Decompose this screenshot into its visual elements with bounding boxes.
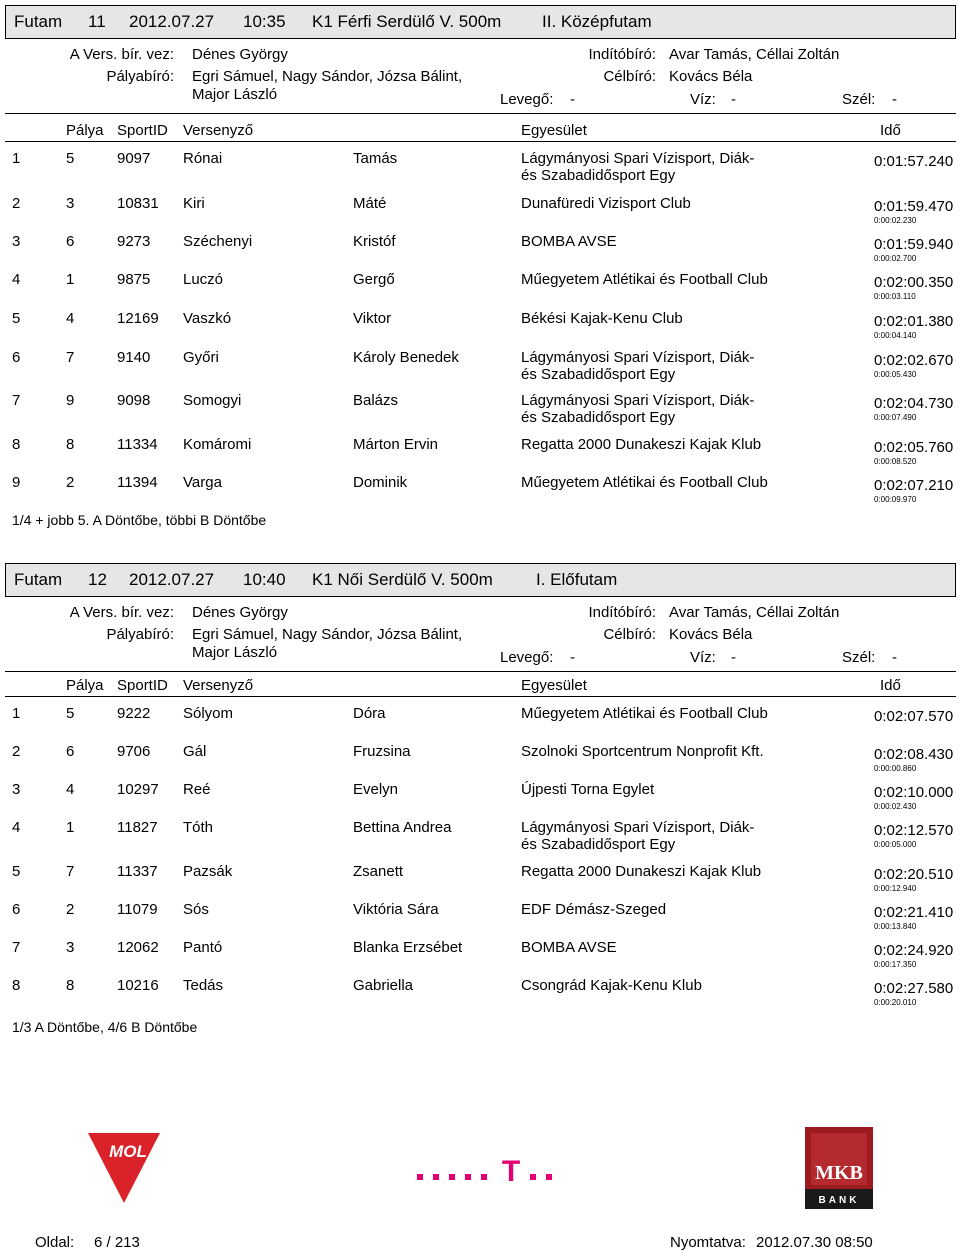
time-diff-cell: 0:00:03.110 bbox=[874, 292, 916, 301]
table-row bbox=[0, 150, 960, 186]
place-cell: 1 bbox=[12, 705, 21, 722]
club-cell: Regatta 2000 Dunakeszi Kajak Klub bbox=[521, 436, 762, 453]
time-diff-cell: 0:00:04.140 bbox=[874, 331, 917, 340]
place-cell: 2 bbox=[12, 195, 21, 212]
club-cell-cont: és Szabadidősport Egy bbox=[521, 366, 676, 383]
firstname-cell: Balázs bbox=[353, 392, 399, 409]
club-cell: Lágymányosi Spari Vízisport, Diák- bbox=[521, 819, 755, 836]
race-phase: I. Előfutam bbox=[536, 570, 618, 589]
viz-label: Víz: bbox=[690, 649, 716, 666]
printed-label: Nyomtatva: bbox=[670, 1234, 746, 1251]
table-row bbox=[0, 436, 960, 472]
lane-cell: 7 bbox=[66, 349, 75, 366]
firstname-cell: Gergő bbox=[353, 271, 395, 288]
sportid-cell: 9222 bbox=[117, 705, 151, 722]
time-cell: 0:02:24.920 bbox=[874, 942, 954, 959]
col-palya: Pálya bbox=[66, 677, 104, 694]
celbiro-value: Kovács Béla bbox=[669, 626, 753, 643]
firstname-cell: Evelyn bbox=[353, 781, 399, 798]
lastname-cell: Reé bbox=[183, 781, 211, 798]
palyabiro-label: Pályabíró: bbox=[106, 626, 174, 643]
time-diff-cell: 0:00:02.430 bbox=[874, 802, 917, 811]
club-cell-cont: és Szabadidősport Egy bbox=[521, 167, 676, 184]
lastname-cell: Pantó bbox=[183, 939, 223, 956]
time-cell: 0:02:04.730 bbox=[874, 395, 954, 412]
futam-label: Futam bbox=[14, 12, 63, 31]
race-date: 2012.07.27 bbox=[129, 570, 215, 589]
race-date: 2012.07.27 bbox=[129, 12, 215, 31]
club-cell: Békési Kajak-Kenu Club bbox=[521, 310, 683, 327]
col-sportid: SportID bbox=[117, 122, 168, 139]
palyabiro-value: Egri Sámuel, Nagy Sándor, Józsa Bálint, bbox=[192, 68, 463, 85]
club-cell: Lágymányosi Spari Vízisport, Diák- bbox=[521, 349, 755, 366]
mkb-bank-logo bbox=[805, 1127, 873, 1209]
time-diff-cell: 0:00:17.350 bbox=[874, 960, 917, 969]
club-cell-cont: és Szabadidősport Egy bbox=[521, 836, 676, 853]
inditobiro-value: Avar Tamás, Céllai Zoltán bbox=[669, 604, 840, 621]
place-cell: 6 bbox=[12, 349, 21, 366]
col-ido: Idő bbox=[880, 122, 901, 139]
mol-logo-graphic bbox=[88, 1133, 160, 1203]
time-cell: 0:02:21.410 bbox=[874, 904, 954, 921]
time-cell: 0:02:02.670 bbox=[874, 352, 954, 369]
club-cell: Műegyetem Atlétikai és Football Club bbox=[521, 474, 768, 491]
time-cell: 0:01:59.470 bbox=[874, 198, 954, 215]
club-cell: Regatta 2000 Dunakeszi Kajak Klub bbox=[521, 863, 762, 880]
table-row bbox=[0, 819, 960, 855]
firstname-cell: Kristóf bbox=[353, 233, 396, 250]
lastname-cell: Győri bbox=[183, 349, 219, 366]
lastname-cell: Luczó bbox=[183, 271, 224, 288]
firstname-cell: Márton Ervin bbox=[353, 436, 439, 453]
lastname-cell: Somogyi bbox=[183, 392, 242, 409]
lastname-cell: Széchenyi bbox=[183, 233, 253, 250]
lastname-cell: Tedás bbox=[183, 977, 224, 994]
lane-cell: 2 bbox=[66, 474, 75, 491]
time-diff-cell: 0:00:02.700 bbox=[874, 254, 917, 263]
club-cell: BOMBA AVSE bbox=[521, 939, 617, 956]
col-versenyzo: Versenyző bbox=[183, 677, 254, 694]
race-time: 10:40 bbox=[243, 570, 286, 589]
lastname-cell: Vaszkó bbox=[183, 310, 232, 327]
lane-cell: 2 bbox=[66, 901, 75, 918]
lastname-cell: Komáromi bbox=[183, 436, 252, 453]
col-ido: Idő bbox=[880, 677, 901, 694]
place-cell: 5 bbox=[12, 863, 21, 880]
time-cell: 0:02:05.760 bbox=[874, 439, 954, 456]
lane-cell: 4 bbox=[66, 310, 75, 327]
table-row bbox=[0, 474, 960, 510]
table-row bbox=[0, 939, 960, 975]
race-event: K1 Női Serdülő V. 500m bbox=[312, 570, 493, 589]
telekom-logo bbox=[415, 1153, 560, 1189]
time-cell: 0:02:27.580 bbox=[874, 980, 954, 997]
lane-cell: 1 bbox=[66, 271, 75, 288]
palyabiro-value-cont: Major László bbox=[192, 644, 278, 661]
lastname-cell: Pazsák bbox=[183, 863, 233, 880]
lastname-cell: Sós bbox=[183, 901, 209, 918]
sportid-cell: 10831 bbox=[117, 195, 159, 212]
club-cell: Újpesti Torna Egylet bbox=[521, 781, 655, 798]
mkb-logo-text: MKB bbox=[815, 1162, 863, 1184]
time-cell: 0:02:12.570 bbox=[874, 822, 954, 839]
table-row bbox=[0, 705, 960, 741]
sportid-cell: 10297 bbox=[117, 781, 159, 798]
table-row bbox=[0, 977, 960, 1013]
firstname-cell: Viktor bbox=[353, 310, 392, 327]
lastname-cell: Rónai bbox=[183, 150, 223, 167]
lane-cell: 6 bbox=[66, 743, 75, 760]
viz-value: - bbox=[731, 649, 736, 666]
col-palya: Pálya bbox=[66, 122, 104, 139]
time-cell: 0:02:07.210 bbox=[874, 477, 954, 494]
sportid-cell: 11334 bbox=[117, 436, 158, 453]
telekom-logo-graphic bbox=[415, 1153, 560, 1189]
sportid-cell: 11394 bbox=[117, 474, 158, 491]
lane-cell: 5 bbox=[66, 150, 75, 167]
viz-label: Víz: bbox=[690, 91, 716, 108]
vers-biro-value: Dénes György bbox=[192, 46, 288, 63]
race-time: 10:35 bbox=[243, 12, 286, 31]
mkb-logo-subtext: BANK bbox=[818, 1195, 860, 1206]
col-sportid: SportID bbox=[117, 677, 168, 694]
palyabiro-value: Egri Sámuel, Nagy Sándor, Józsa Bálint, bbox=[192, 626, 463, 643]
inditobiro-value: Avar Tamás, Céllai Zoltán bbox=[669, 46, 840, 63]
celbiro-label: Célbíró: bbox=[603, 68, 656, 85]
race-event: K1 Férfi Serdülő V. 500m bbox=[312, 12, 502, 31]
telekom-t-letter: T bbox=[501, 1155, 521, 1188]
divider bbox=[5, 113, 956, 114]
club-cell: Műegyetem Atlétikai és Football Club bbox=[521, 271, 768, 288]
firstname-cell: Tamás bbox=[353, 150, 398, 167]
club-cell: Lágymányosi Spari Vízisport, Diák- bbox=[521, 392, 755, 409]
szel-label: Szél: bbox=[842, 91, 876, 108]
race-block-2 bbox=[0, 563, 960, 1043]
lane-cell: 8 bbox=[66, 436, 75, 453]
time-cell: 0:01:57.240 bbox=[874, 153, 954, 170]
race-block-1 bbox=[0, 5, 960, 530]
time-diff-cell: 0:00:08.520 bbox=[874, 457, 917, 466]
time-diff-cell: 0:00:05.430 bbox=[874, 370, 917, 379]
table-row bbox=[0, 863, 960, 899]
race-number: 12 bbox=[88, 570, 107, 589]
lastname-cell: Kiri bbox=[183, 195, 205, 212]
time-cell: 0:02:10.000 bbox=[874, 784, 954, 801]
place-cell: 8 bbox=[12, 977, 21, 994]
sportid-cell: 11079 bbox=[117, 901, 158, 918]
table-row bbox=[0, 349, 960, 385]
lane-cell: 3 bbox=[66, 939, 75, 956]
szel-value: - bbox=[892, 649, 897, 666]
sportid-cell: 9098 bbox=[117, 392, 151, 409]
place-cell: 9 bbox=[12, 474, 21, 491]
sportid-cell: 12169 bbox=[117, 310, 159, 327]
time-diff-cell: 0:00:05.000 bbox=[874, 840, 917, 849]
firstname-cell: Máté bbox=[353, 195, 387, 212]
lane-cell: 3 bbox=[66, 195, 75, 212]
divider bbox=[5, 141, 956, 142]
qualification-note: 1/4 + jobb 5. A Döntőbe, többi B Döntőbe bbox=[12, 512, 267, 528]
time-cell: 0:02:00.350 bbox=[874, 274, 954, 291]
levego-value: - bbox=[570, 91, 575, 108]
col-versenyzo: Versenyző bbox=[183, 122, 254, 139]
time-diff-cell: 0:00:12.940 bbox=[874, 884, 917, 893]
place-cell: 2 bbox=[12, 743, 21, 760]
levego-value: - bbox=[570, 649, 575, 666]
levego-label: Levegő: bbox=[500, 649, 554, 666]
place-cell: 4 bbox=[12, 271, 21, 288]
club-cell-cont: és Szabadidősport Egy bbox=[521, 409, 676, 426]
divider bbox=[5, 696, 956, 697]
sportid-cell: 11337 bbox=[117, 863, 158, 880]
lane-cell: 8 bbox=[66, 977, 75, 994]
vers-biro-label: A Vers. bír. vez: bbox=[69, 46, 174, 63]
club-cell: Dunafüredi Vizisport Club bbox=[521, 195, 691, 212]
time-diff-cell: 0:00:02.230 bbox=[874, 216, 917, 225]
szel-value: - bbox=[892, 91, 897, 108]
firstname-cell: Dóra bbox=[353, 705, 386, 722]
viz-value: - bbox=[731, 91, 736, 108]
szel-label: Szél: bbox=[842, 649, 876, 666]
firstname-cell: Gabriella bbox=[353, 977, 414, 994]
page-label: Oldal: bbox=[35, 1234, 75, 1251]
levego-label: Levegő: bbox=[500, 91, 554, 108]
printed-date: 2012.07.30 08:50 bbox=[756, 1234, 873, 1251]
time-cell: 0:02:20.510 bbox=[874, 866, 954, 883]
time-diff-cell: 0:00:13.840 bbox=[874, 922, 917, 931]
club-cell: Lágymányosi Spari Vízisport, Diák- bbox=[521, 150, 755, 167]
mkb-logo-graphic bbox=[805, 1127, 873, 1209]
lastname-cell: Gál bbox=[183, 743, 207, 760]
club-cell: BOMBA AVSE bbox=[521, 233, 617, 250]
time-cell: 0:02:08.430 bbox=[874, 746, 954, 763]
table-row bbox=[0, 233, 960, 269]
place-cell: 7 bbox=[12, 392, 21, 409]
firstname-cell: Fruzsina bbox=[353, 743, 411, 760]
table-row bbox=[0, 271, 960, 307]
sportid-cell: 9097 bbox=[117, 150, 151, 167]
sportid-cell: 9706 bbox=[117, 743, 151, 760]
club-cell: Csongrád Kajak-Kenu Klub bbox=[521, 977, 702, 994]
place-cell: 7 bbox=[12, 939, 21, 956]
qualification-note: 1/3 A Döntőbe, 4/6 B Döntőbe bbox=[12, 1019, 198, 1035]
club-cell: Szolnoki Sportcentrum Nonprofit Kft. bbox=[521, 743, 764, 760]
club-cell: EDF Démász-Szeged bbox=[521, 901, 667, 918]
sportid-cell: 9273 bbox=[117, 233, 151, 250]
col-egyesulet: Egyesület bbox=[521, 677, 587, 694]
race-header bbox=[5, 5, 956, 39]
firstname-cell: Viktória Sára bbox=[353, 901, 439, 918]
firstname-cell: Károly Benedek bbox=[353, 349, 459, 366]
mol-logo-text: MOL bbox=[109, 1142, 147, 1161]
celbiro-value: Kovács Béla bbox=[669, 68, 753, 85]
place-cell: 3 bbox=[12, 233, 21, 250]
lastname-cell: Sólyom bbox=[183, 705, 234, 722]
place-cell: 5 bbox=[12, 310, 21, 327]
table-row bbox=[0, 901, 960, 937]
lastname-cell: Varga bbox=[183, 474, 222, 491]
time-diff-cell: 0:00:09.970 bbox=[874, 495, 917, 504]
firstname-cell: Dominik bbox=[353, 474, 408, 491]
page-number: 6 / 213 bbox=[94, 1234, 140, 1251]
place-cell: 3 bbox=[12, 781, 21, 798]
place-cell: 8 bbox=[12, 436, 21, 453]
col-egyesulet: Egyesület bbox=[521, 122, 587, 139]
lane-cell: 4 bbox=[66, 781, 75, 798]
celbiro-label: Célbíró: bbox=[603, 626, 656, 643]
vers-biro-value: Dénes György bbox=[192, 604, 288, 621]
firstname-cell: Bettina Andrea bbox=[353, 819, 452, 836]
place-cell: 1 bbox=[12, 150, 21, 167]
divider bbox=[5, 671, 956, 672]
lane-cell: 7 bbox=[66, 863, 75, 880]
inditobiro-label: Indítóbíró: bbox=[588, 604, 656, 621]
time-diff-cell: 0:00:07.490 bbox=[874, 413, 917, 422]
palyabiro-label: Pályabíró: bbox=[106, 68, 174, 85]
lane-cell: 6 bbox=[66, 233, 75, 250]
lane-cell: 1 bbox=[66, 819, 75, 836]
firstname-cell: Zsanett bbox=[353, 863, 404, 880]
sportid-cell: 9140 bbox=[117, 349, 151, 366]
vers-biro-label: A Vers. bír. vez: bbox=[69, 604, 174, 621]
time-cell: 0:02:01.380 bbox=[874, 313, 954, 330]
time-diff-cell: 0:00:00.860 bbox=[874, 764, 917, 773]
sportid-cell: 9875 bbox=[117, 271, 151, 288]
palyabiro-value-cont: Major László bbox=[192, 86, 278, 103]
sportid-cell: 11827 bbox=[117, 819, 158, 836]
table-row bbox=[0, 781, 960, 817]
club-cell: Műegyetem Atlétikai és Football Club bbox=[521, 705, 768, 722]
table-row bbox=[0, 392, 960, 428]
place-cell: 6 bbox=[12, 901, 21, 918]
time-diff-cell: 0:00:20.010 bbox=[874, 998, 917, 1007]
inditobiro-label: Indítóbíró: bbox=[588, 46, 656, 63]
table-row bbox=[0, 743, 960, 779]
time-cell: 0:01:59.940 bbox=[874, 236, 954, 253]
sportid-cell: 10216 bbox=[117, 977, 159, 994]
race-number: 11 bbox=[88, 12, 106, 31]
futam-label: Futam bbox=[14, 570, 63, 589]
table-row bbox=[0, 310, 960, 346]
sportid-cell: 12062 bbox=[117, 939, 159, 956]
race-header bbox=[5, 563, 956, 597]
mol-logo bbox=[88, 1133, 160, 1203]
lane-cell: 9 bbox=[66, 392, 75, 409]
place-cell: 4 bbox=[12, 819, 21, 836]
race-phase: II. Középfutam bbox=[542, 12, 652, 31]
time-cell: 0:02:07.570 bbox=[874, 708, 954, 725]
table-row bbox=[0, 195, 960, 231]
firstname-cell: Blanka Erzsébet bbox=[353, 939, 463, 956]
lastname-cell: Tóth bbox=[183, 819, 214, 836]
lane-cell: 5 bbox=[66, 705, 75, 722]
